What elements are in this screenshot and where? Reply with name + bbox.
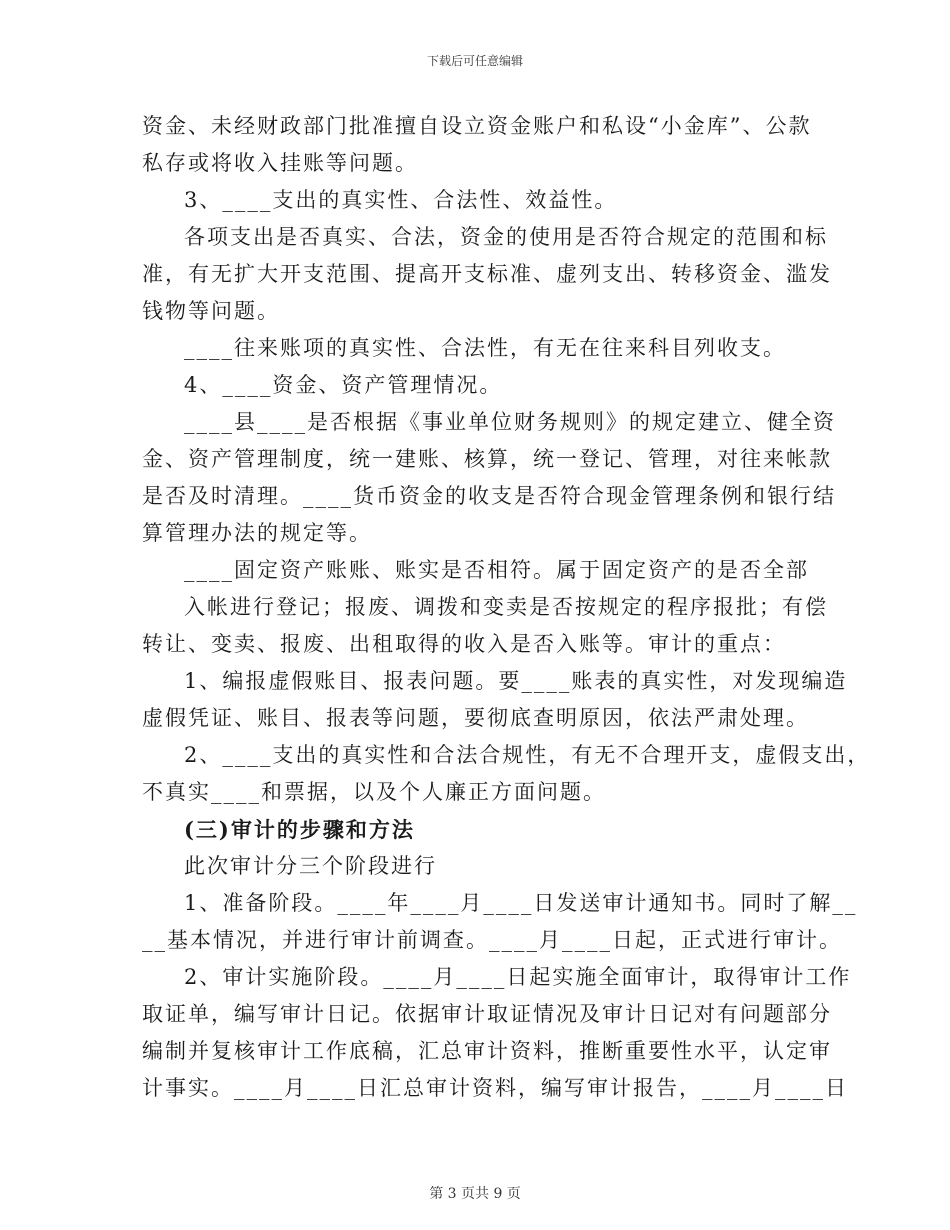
text-line: 私存或将收入挂账等问题。: [142, 151, 418, 175]
page-header: 下载后可任意编辑: [426, 54, 523, 68]
text-line: 计事实。____月____日汇总审计资料，编写审计报告，____月____日: [142, 1076, 848, 1100]
text-line: 1、编报虚假账目、报表问题。要____账表的真实性，对发现编造: [184, 669, 848, 693]
text-line: 不真实____和票据，以及个人廉正方面问题。: [142, 780, 606, 804]
text-line: 2、____支出的真实性和合法合规性，有无不合理开支，虚假支出，: [184, 743, 871, 767]
text-line: 钱物等问题。: [142, 299, 280, 323]
text-line: ____固定资产账账、账实是否相符。属于固定资产的是否全部: [184, 558, 809, 582]
text-line: 取证单，编写审计日记。依据审计取证情况及审计日记对有问题部分: [142, 1002, 832, 1026]
text-line: 2、审计实施阶段。____月____日起实施全面审计，取得审计工作: [184, 965, 852, 989]
text-line: 此次审计分三个阶段进行: [184, 854, 437, 878]
text-line: __基本情况，并进行审计前调查。____月____日起，正式进行审计。: [142, 928, 842, 952]
document-body: [142, 108, 871, 1107]
text-line: 是否及时清理。____货币资金的收支是否符合现金管理条例和银行结: [142, 484, 836, 508]
text-line: 各项支出是否真实、合法，资金的使用是否符合规定的范围和标: [184, 225, 828, 249]
text-line: 准，有无扩大开支范围、提高开支标准、虚列支出、转移资金、滥发: [142, 262, 832, 286]
text-line: 资金、未经财政部门批准擅自设立资金账户和私设“小金库”、公款: [142, 114, 812, 138]
text-line: 入帐进行登记；报废、调拨和变卖是否按规定的程序报批；有偿: [184, 595, 828, 619]
text-line: ____往来账项的真实性、合法性，有无在往来科目列收支。: [184, 336, 786, 360]
text-line: (三)审计的步骤和方法: [184, 817, 415, 842]
text-line: 算管理办法的规定等。: [142, 521, 372, 545]
text-line: 金、资产管理制度，统一建账、核算，统一登记、管理，对往来帐款: [142, 447, 832, 471]
page-footer: 第 3 页共 9 页: [429, 1186, 521, 1202]
text-line: 3、____支出的真实性、合法性、效益性。: [184, 188, 618, 212]
text-line: 虚假凭证、账目、报表等问题，要彻底查明原因，依法严肃处理。: [142, 706, 809, 730]
text-line: 编制并复核审计工作底稿，汇总审计资料，推断重要性水平，认定审: [142, 1039, 832, 1063]
text-line: 4、____资金、资产管理情况。: [184, 373, 503, 397]
text-line: 转让、变卖、报废、出租取得的收入是否入账等。审计的重点：: [142, 632, 786, 656]
text-line: 1、准备阶段。____年____月____日发送审计通知书。同时了解__: [184, 891, 858, 915]
text-line: ____县____是否根据《事业单位财务规则》的规定建立、健全资: [184, 410, 836, 434]
